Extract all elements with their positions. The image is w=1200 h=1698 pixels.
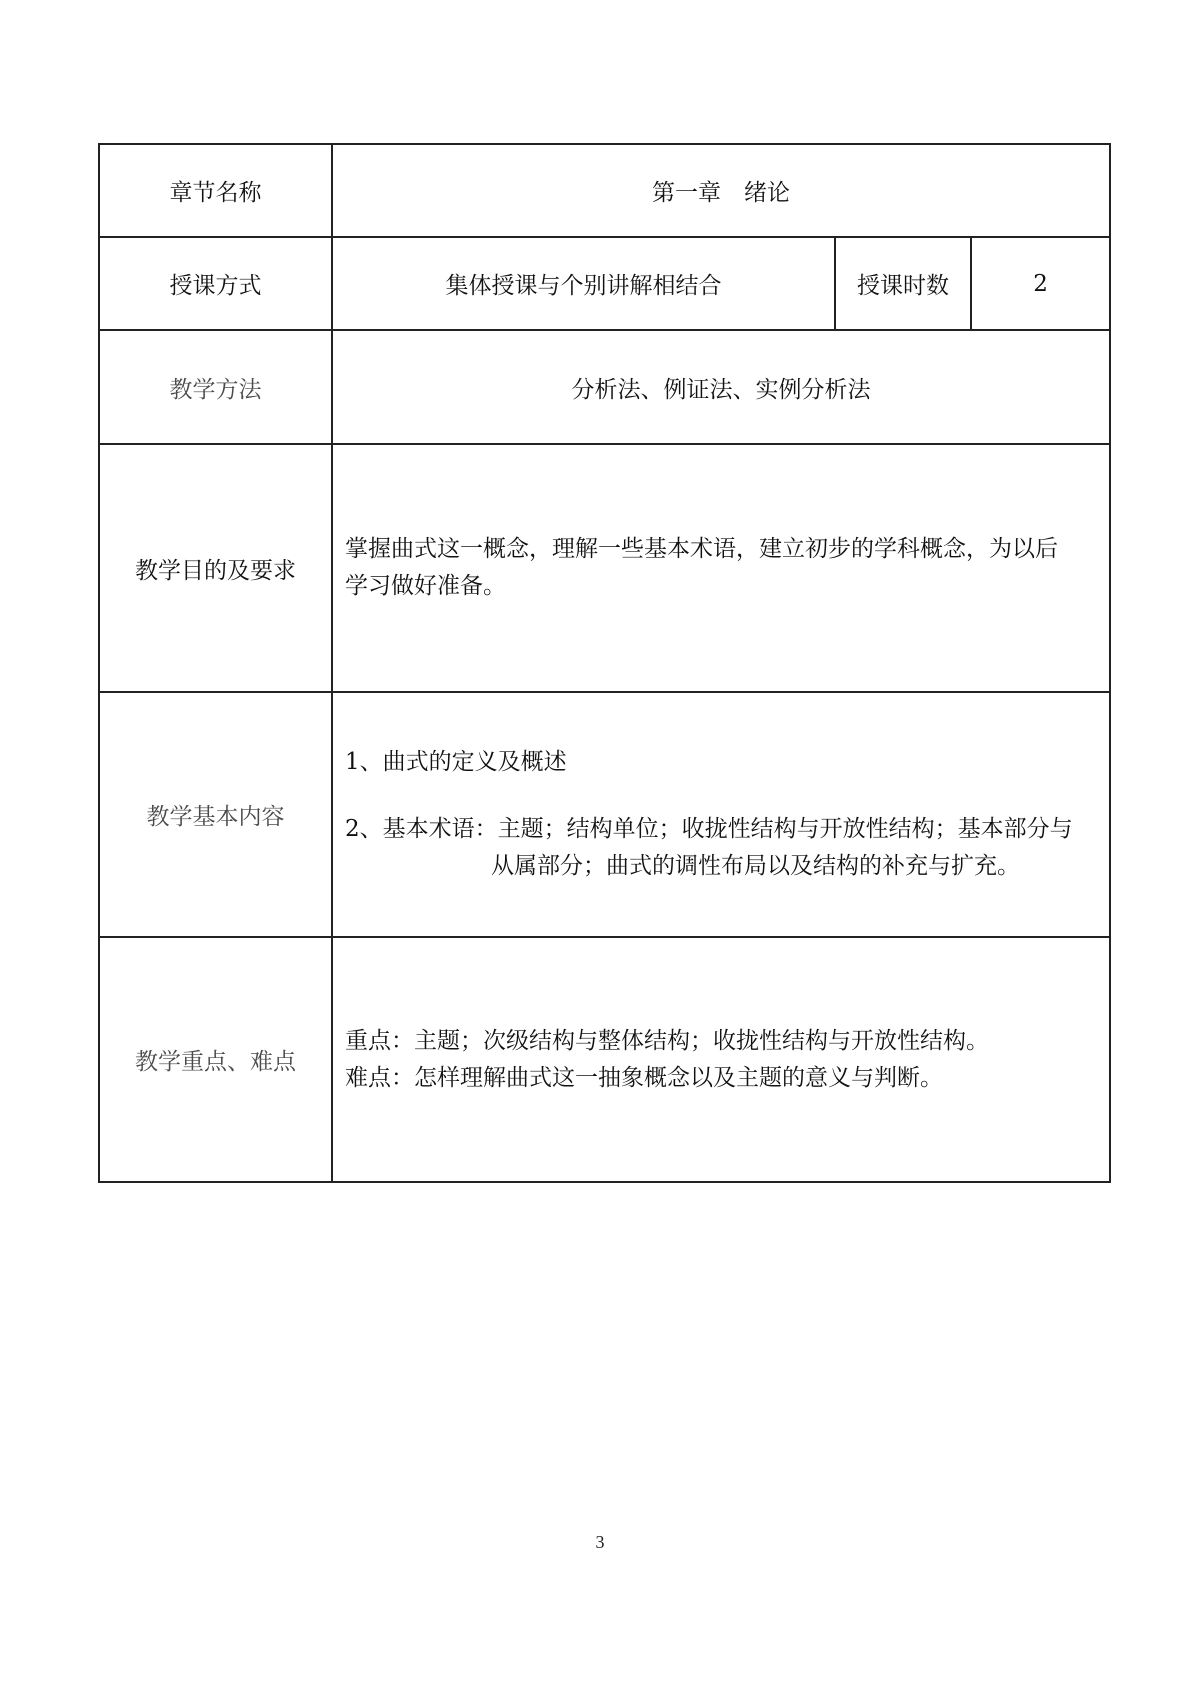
page-number: 3 <box>595 1532 605 1552</box>
focus-body <box>332 937 1110 1182</box>
focus-key-points: 重点：主题；次级结构与整体结构；收拢性结构与开放性结构。 <box>345 1027 989 1054</box>
goals-line-2: 学习做好准备。 <box>345 573 506 599</box>
focus-difficulties: 难点：怎样理解曲式这一抽象概念以及主题的意义与判断。 <box>345 1064 943 1091</box>
hours-value: 2 <box>971 237 1110 330</box>
goals-line-1: 掌握曲式这一概念，理解一些基本术语，建立初步的学科概念，为以后 <box>345 536 1058 562</box>
row-content <box>99 692 1110 937</box>
chapter-label: 章节名称 <box>99 144 332 237</box>
content-item-2-line-2: 从属部分；曲式的调性布局以及结构的补充与扩充。 <box>491 853 1020 879</box>
row-methods <box>99 330 1110 444</box>
goals-content <box>332 444 1110 692</box>
content-label: 教学基本内容 <box>99 692 332 937</box>
methods-label: 教学方法 <box>99 330 332 444</box>
focus-label: 教学重点、难点 <box>99 937 332 1182</box>
course-plan-table <box>98 143 1111 1183</box>
content-item-1: 1、曲式的定义及概述 <box>345 749 567 775</box>
content-spacer <box>345 781 1099 811</box>
content-body <box>332 692 1110 937</box>
goals-label: 教学目的及要求 <box>99 444 332 692</box>
row-chapter <box>99 144 1110 237</box>
content-item-2-line-1: 2、基本术语：主题；结构单位；收拢性结构与开放性结构；基本部分与 <box>345 816 1073 842</box>
row-focus <box>99 937 1110 1182</box>
mode-value: 集体授课与个别讲解相结合 <box>332 237 835 330</box>
row-goals <box>99 444 1110 692</box>
chapter-value: 第一章 绪论 <box>332 144 1110 237</box>
mode-label: 授课方式 <box>99 237 332 330</box>
methods-value: 分析法、例证法、实例分析法 <box>332 330 1110 444</box>
row-mode <box>99 237 1110 330</box>
hours-label: 授课时数 <box>835 237 971 330</box>
